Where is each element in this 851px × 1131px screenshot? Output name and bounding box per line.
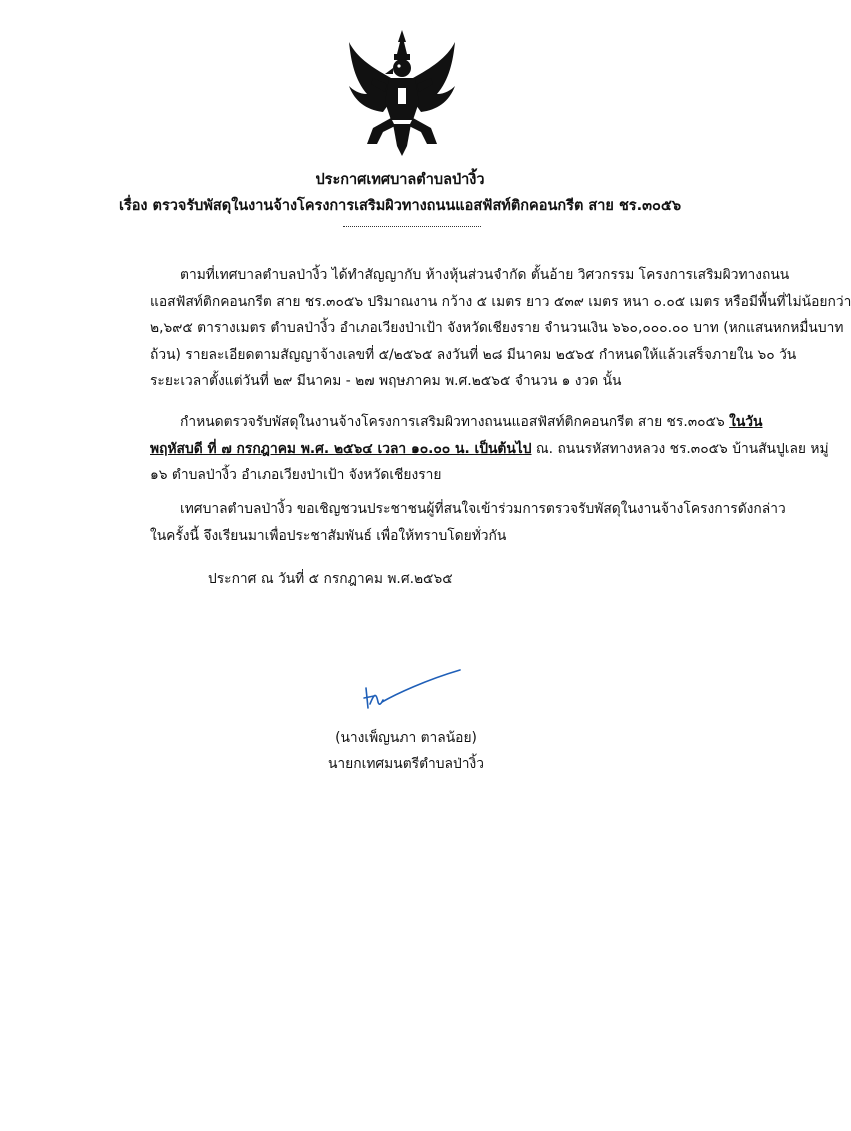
paragraph-line [150,409,763,436]
paragraph-contract-details [150,262,851,395]
paragraph-invitation [150,496,786,549]
paragraph-line: เทศบาลตำบลป่างิ้ว ขอเชิญชวนประชาชนผู้ที่สนใจเข้าร่วมการตรวจรับพัสดุในงานจ้างโครงการดังกล่าว [180,501,786,517]
title-divider [343,226,481,227]
announcement-date: ประกาศ ณ วันที่ ๕ กรกฎาคม พ.ศ.๒๕๖๕ [208,571,453,587]
paragraph-line: ๑๖ ตำบลป่างิ้ว อำเภอเวียงป่าเป้า จังหวัดเชียงราย [150,467,442,483]
schedule-text: กำหนดตรวจรับพัสดุในงานจ้างโครงการเสริมผิวทางถนนแอสฟัสท์ติกคอนกรีต สาย ชร.๓๐๕๖ [180,414,730,430]
garuda-emblem-icon [343,28,461,158]
paragraph-line: ๒,๖๙๕ ตารางเมตร ตำบลป่างิ้ว อำเภอเวียงป่าเป้า จังหวัดเชียงราย จำนวนเงิน ๖๖๐,๐๐๐.๐๐ บาท (หกแสนหกหมื่นบาท [150,320,844,336]
document-subject: เรื่อง ตรวจรับพัสดุในงานจ้างโครงการเสริมผิวทางถนนแอสฟัสท์ติกคอนกรีต สาย ชร.๓๐๕๖ [118,198,682,214]
paragraph-line: ตามที่เทศบาลตำบลป่างิ้ว ได้ทำสัญญากับ ห้างหุ้นส่วนจำกัด ตั้นอ้าย วิศวกรรม โครงการเสริมผิวทางถนน [180,267,790,283]
document-title: ประกาศเทศบาลตำบลป่างิ้ว [315,172,485,188]
paragraph-line: ในครั้งนี้ จึงเรียนมาเพื่อประชาสัมพันธ์ เพื่อให้ทราบโดยทั่วกัน [150,527,507,544]
schedule-location: ณ. ถนนรหัสทางหลวง ชร.๓๐๕๖ บ้านสันปูเลย หมู่ [531,440,829,457]
paragraph-line: ระยะเวลาตั้งแต่วันที่ ๒๙ มีนาคม - ๒๗ พฤษภาคม พ.ศ.๒๕๖๕ จำนวน ๑ งวด นั้น [150,373,622,389]
paragraph-line: แอสฟัสท์ติกคอนกรีต สาย ชร.๓๐๕๖ ปริมาณงาน กว้าง ๕ เมตร ยาว ๕๓๙ เมตร หนา ๐.๐๕ เมตร หรือมีพื้นที่ไม่น้อยกว่า [150,293,851,310]
paragraph-line: ถ้วน) รายละเอียดตามสัญญาจ้างเลขที่ ๕/๒๕๖๕ ลงวันที่ ๒๘ มีนาคม ๒๕๖๕ กำหนดให้แล้วเสร็จภายใน ๖๐ วัน [150,346,797,363]
schedule-date-highlight: พฤหัสบดี ที่ ๗ กรกฎาคม พ.ศ. ๒๕๖๔ เวลา ๑๐.๐๐ น. เป็นต้นไป [150,440,532,457]
signatory-name: (นางเพ็ญนภา ตาลน้อย) [335,730,477,746]
paragraph-inspection-schedule [150,409,829,489]
schedule-highlight: ในวัน [729,414,763,430]
paragraph-line [150,436,829,463]
signatory-position: นายกเทศมนตรีตำบลป่างิ้ว [328,756,484,772]
handwritten-signature-icon [356,668,464,716]
